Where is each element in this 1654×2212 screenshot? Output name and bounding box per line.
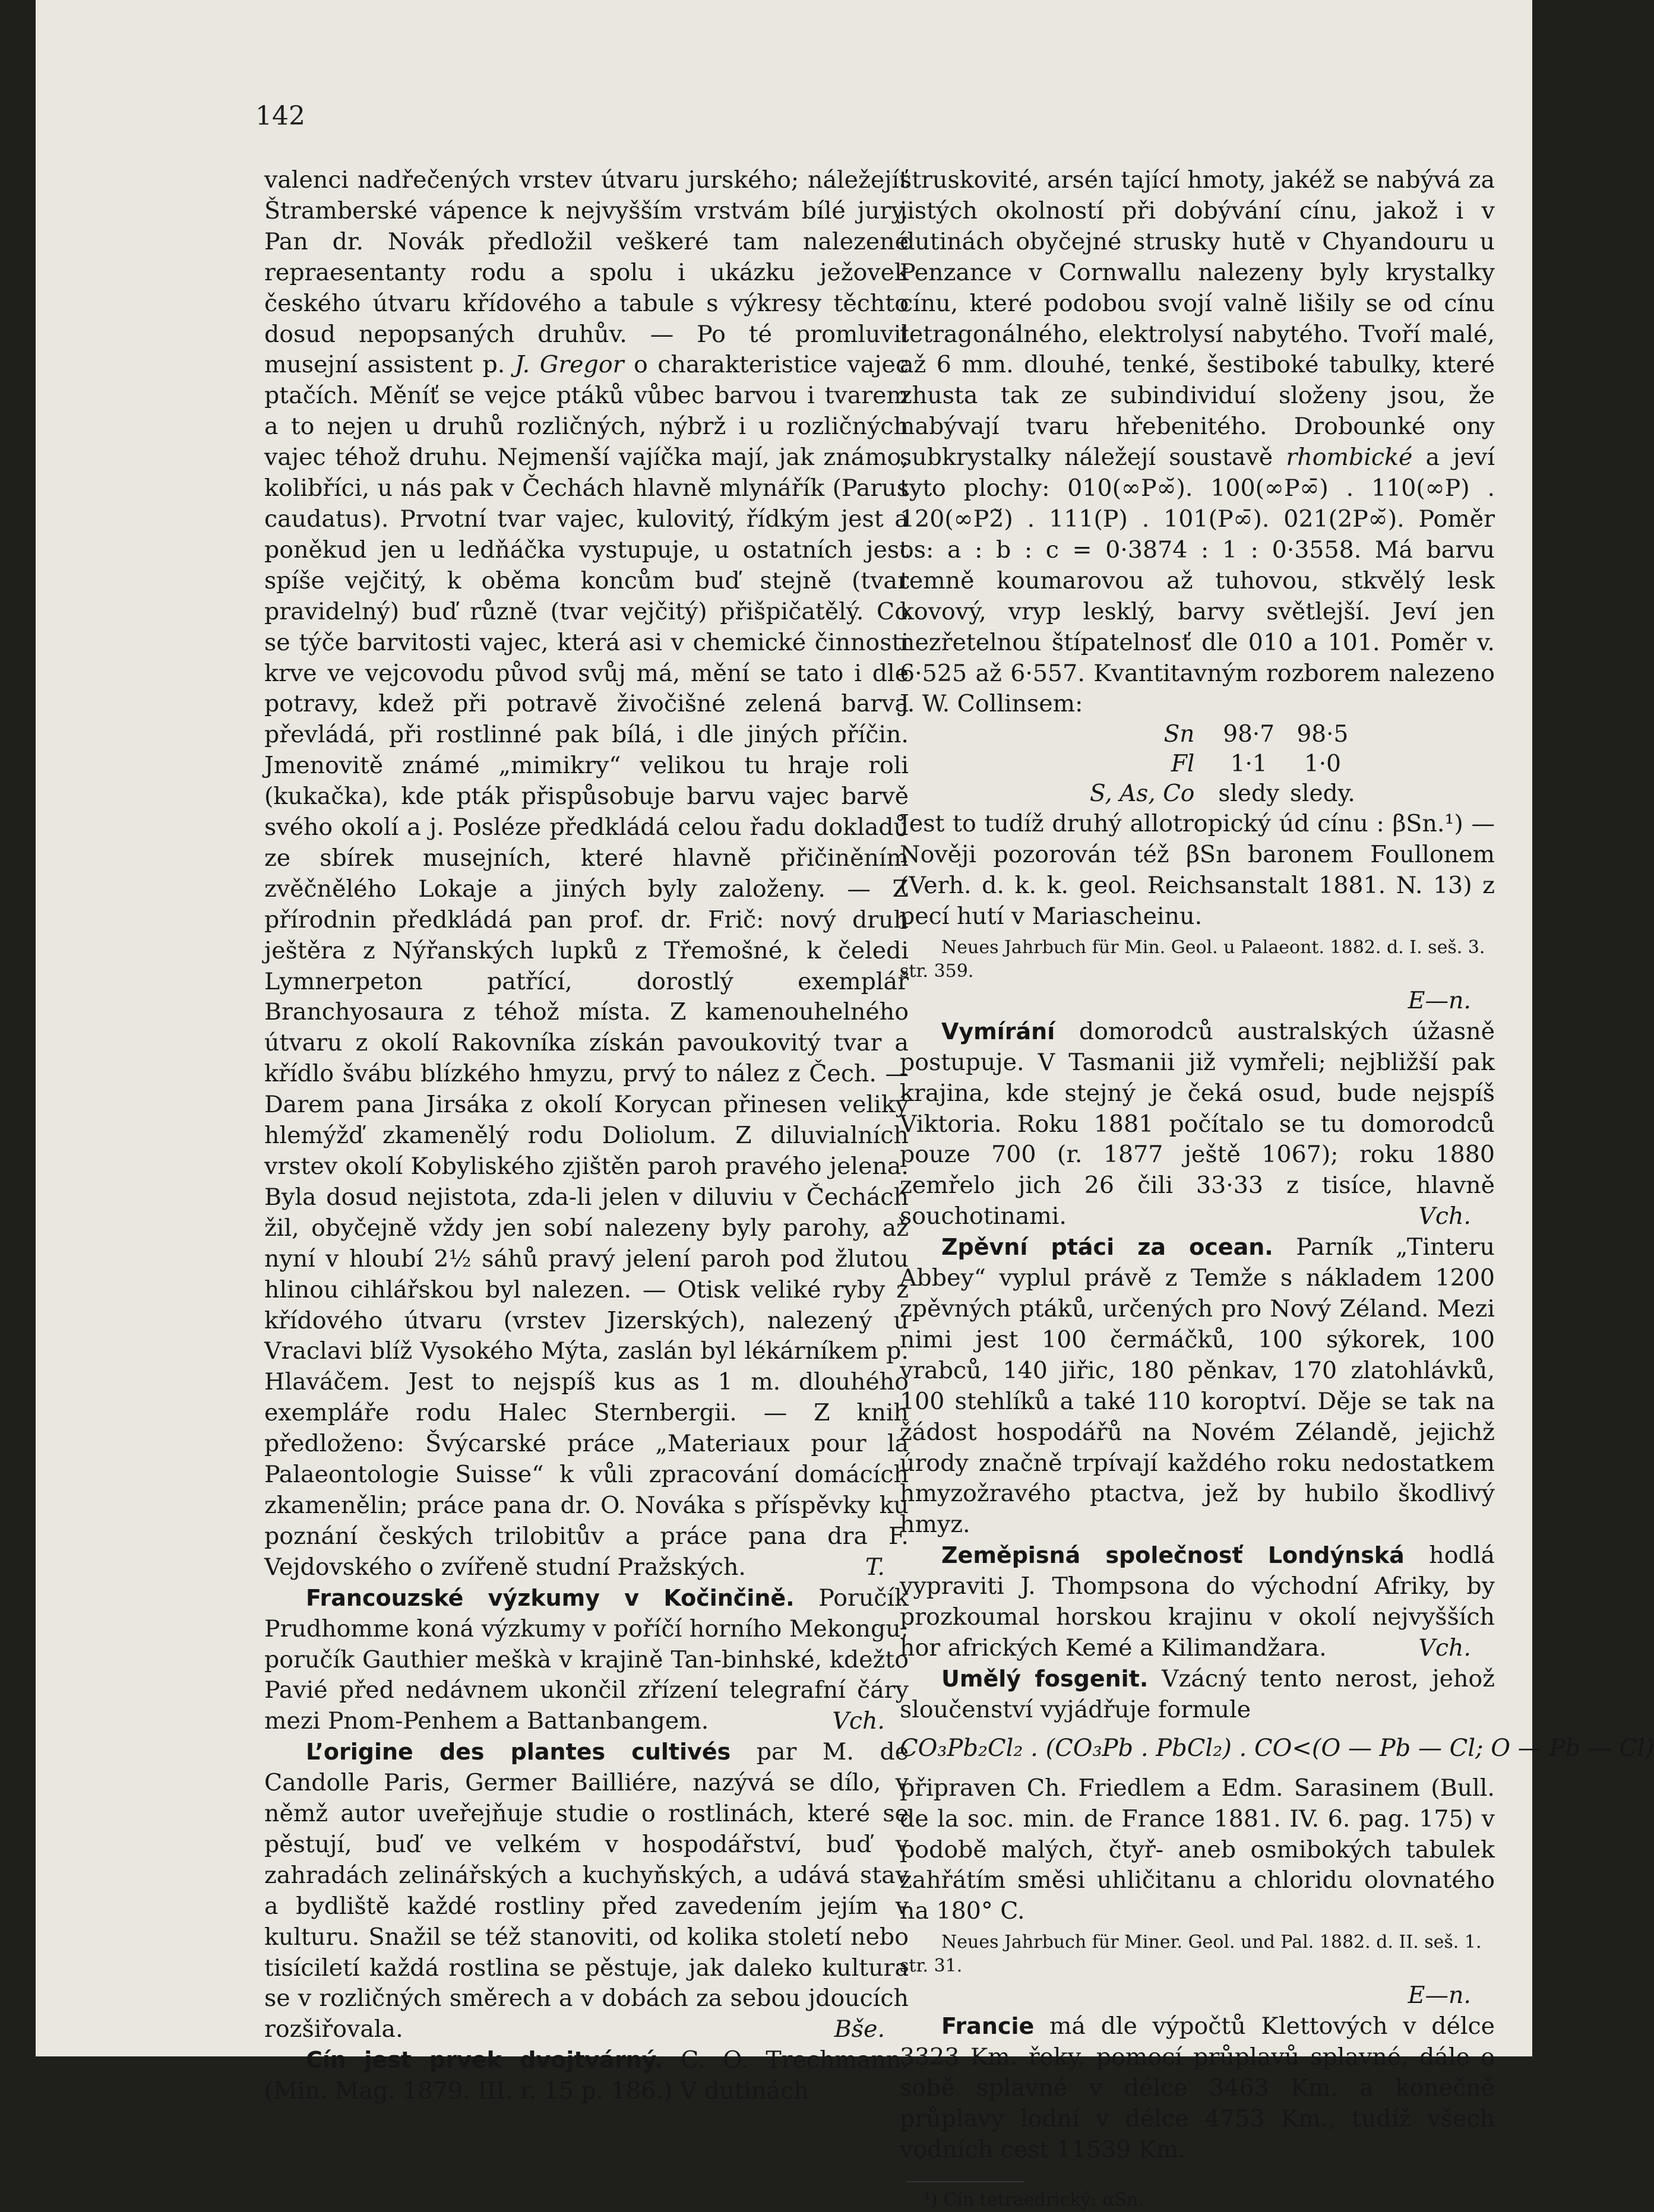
- table-row: [1090, 779, 1366, 809]
- element-cell: Sn: [1163, 721, 1195, 748]
- footnote: ¹) Cín tetraedrický: αSn.: [924, 2189, 1144, 2210]
- citation-text: Neues Jahrbuch für Miner. Geol. und Pal. 1882. d. II. seš. 1. str. 31.: [900, 1932, 1482, 1977]
- element-cell: S, As, Co: [1090, 780, 1195, 808]
- footnote-rule: [906, 2181, 1024, 2182]
- value-cell: sledy: [1218, 780, 1279, 808]
- paragraph-text: má dle výpočtů Klettových v délce 3323 Km. řeky, pomocí průplavů splavné, dále o sobě splavné v délce 3463 Km. a konečně průplavy lodní v délce 4753 Km., tudíž všech vodních cest 11539 Km.: [900, 2012, 1495, 2163]
- author-signature: Vch.: [832, 1707, 885, 1735]
- paragraph-cin: [264, 2045, 909, 2107]
- paragraph-text: Jest to tudíž druhý allotropický úd cínu : βSn.¹) — Nověji pozorován též βSn baronem Foullonem (Verh. d. k. k. geol. Reichsanstalt 1881. N. 13) z pecí hutí v Mariascheinu.: [900, 810, 1495, 931]
- value-cell: 1·0: [1304, 751, 1341, 778]
- citation-text: Neues Jahrbuch für Min. Geol. u Palaeont. 1882. d. I. seš. 3. str. 359.: [900, 936, 1485, 982]
- paragraph-fosgenit: [900, 1664, 1495, 1726]
- citation-signature: E—n.: [1408, 986, 1471, 1014]
- section-heading: Zeměpisná společnosť Londýnská: [941, 1542, 1405, 1569]
- paragraph-plantes-cultives: [264, 1737, 909, 2045]
- author-signature: Vch.: [1418, 1202, 1471, 1230]
- section-heading: Cín jest prvek dvojtvárný.: [306, 2047, 663, 2074]
- source-citation: [900, 1931, 1495, 1978]
- value-cell: 98·7: [1223, 721, 1275, 748]
- table-row: [1090, 749, 1366, 779]
- paragraph-francie: [900, 2011, 1495, 2166]
- composition-table: [1090, 720, 1366, 809]
- element-cell: Fl: [1171, 751, 1195, 778]
- paragraph-cochinchina: [264, 1583, 909, 1738]
- paragraph-text: valenci nadřečených vrstev útvaru jurského; náležejíť Štramberské vápence k nejvyšším vrstvám bílé jury. Pan dr. Novák předložil veškeré tam nalezené repraesentanty rodu a spolu i ukázku ježovek českého útvaru křídového a tabule s výkresy těchto dosud nepopsaných druhův. — Po té promluvil musejní assistent p.: [264, 166, 909, 379]
- paragraph-text: o charakteristice vajec ptačích. Měníť se vejce ptáků vůbec barvou i tvarem a to nejen u druhů rozličných, nýbrž i u rozličných vajec téhož druhu. Nejmenší vajíčka mají, jak známo, kolibříci, u nás pak v Čechách hlavně mlynářík (Parus caudatus). Prvotní tvar vajec, kulovitý, řídkým jest a poněkud jen u ledňáčka vystupuje, u ostatních jest spíše vejčitý, k oběma koncům buď stejně (tvar pravidelný) buď různě (tvar vejčitý) přišpičatělý. Co se týče barvitosti vajec, která asi v chemické činnosti krve ve vejcovodu původ svůj má, mění se tato i dle potravy, kdež při potravě živočišné zelená barva převládá, při rostlinné pak bílá, i dle jiných příčin. Jmenovitě známé „mimikry“ velikou tu hraje roli (kukačka), kde pták přispůsobuje barvu vajec barvě svého okolí a j. Posléze předkládá celou řadu dokladů ze sbírek musejních, které hlavně přičiněním zvěčnělého Lokaje a jiných byly založeny. — Z přírodnin předkládá pan prof. dr. Frič: nový druh ještěra z Nýřanských lupků z Třemošné, k čeledi Lymnerpeton patřící, dorostlý exemplář Branchyosaura z téhož místa. Z kamenouhelného útvaru z okolí Rakovníka získán pavoukovitý tvar a křídlo švábu blízkého hmyzu, prvý to nález z Čech. — Darem pana Jirsáka z okolí Korycan přinesen veliký hlemýžď zkamenělý rodu Doliolum. Z diluvialních vrstev okolí Kobyliského zjištěn paroh pravého jelena. Byla dosud nejistota, zda-li jelen v diluviu v Čechách žil, obyčejně vždy jen sobí nalezeny byly parohy, až nyní v hloubí 2½ sáhů pravý jelení paroh pod žlutou hlinou cihlářskou byl nalezen. — Otisk veliké ryby z křídového útvaru (vrstev Jizerských), nalezený u Vraclavi blíž Vysokého Mýta, zaslán byl lékárníkem p. Hlaváčem. Jest to nejspíš kus as 1 m. dlouhého exempláře rodu Halec Sternbergii. — Z knih předloženo: Švýcarské práce „Materiaux pour la Palaeontologie Suisse“ k vůli zpracování domácích zkamenělin; práce pana dr. O. Nováka s příspěvky ku poznání českých trilobitův a práce pana dra F. Vejdovského o zvířeně studní Pražských.: [264, 351, 909, 1581]
- paragraph-text: Parník „Tinteru Abbey“ vyplul právě z Temže s nákladem 1200 zpěvných ptáků, určených pro Nový Zéland. Mezi nimi jest 100 čermáčků, 100 sýkorek, 100 vrabců, 140 jiřic, 180 pěnkav, 170 zlatohlávků, 100 stehlíků a také 110 koroptví. Děje se tak na žádost hospodářů na Novém Zélandě, jejichž úrody značně trpívají každého roku nedostatkem hmyzožravého ptactva, jež by hubilo škodlivý hmyz.: [900, 1233, 1495, 1539]
- paragraph-text: par M. de Candolle Paris, Germer Bailliére, nazývá se dílo, v němž autor uveřejňuje studie o rostlinách, které se pěstují, buď ve velkém v hospodářství, buď v zahradách zelinářských a kuchyňských, a udává stav a bydliště každé rostliny před zavedením jejím v kulturu. Snažil se též stanoviti, od kolika století nebo tisíciletí každá rostlina se pěstuje, jak daleko kultura se v rozličných směrech a v dobách za sebou jdoucích rozšiřovala.: [264, 1738, 909, 2043]
- section-heading: L’origine des plantes cultivés: [306, 1739, 731, 1765]
- left-column: [264, 165, 909, 2107]
- paragraph-text: Vzácný tento nerost, jehož sloučenství vyjádřuje formule: [900, 1664, 1495, 1723]
- paragraph-cin-continued: [900, 165, 1495, 720]
- section-heading: Zpěvní ptáci za ocean.: [941, 1234, 1273, 1261]
- paragraph-allotropy: [900, 809, 1495, 932]
- value-cell: 1·1: [1230, 751, 1267, 778]
- paragraph-text: struskovité, arsén tající hmoty, jakéž se nabývá za jistých okolností při dobývání cínu, jakož i v dutinách obyčejné strusky hutě v Chyandouru u Penzance v Cornwallu nalezeny byly krystalky cínu, které podobou svojí valně lišily se od cínu tetragonálného, elektrolysí nabytého. Tvoří malé, až 6 mm. dlouhé, tenké, šestiboké tabulky, které zhusta tak ze subindividuí složeny jsou, že nabývají tvaru hřebenitého. Drobounké ony subkrystalky náležejí soustavě: [900, 166, 1495, 471]
- right-column: [900, 165, 1654, 2212]
- paragraph-museum-report: [264, 165, 909, 1583]
- paragraph-text: a jeví tyto plochy: 010(∞P∞̆). 100(∞P∞̄) . 110(∞P) . 120(∞P2̆) . 111(P) . 101(P∞̄). 021(2P∞̆). Poměr os: a : b : c = 0·3874 : 1 : 0·3558. Má barvu temně koumarovou až tuhovou, stkvělý lesk kovový, vryp lesklý, barvy světlejší. Jeví jen nezřetelnou štípatelnosť dle 010 a 101. Poměr v. 6·525 až 6·557. Kvantitavným rozborem nalezeno J. W. Collinsem:: [900, 444, 1495, 718]
- paragraph-text: domorodců australských úžasně postupuje. V Tasmanii již vymřeli; nejbližší pak krajina, kde stejný je čeká osud, bude nejspíš Viktoria. Roku 1881 počítalo se tu domorodců pouze 700 (r. 1877 ještě 1067); roku 1880 zemřelo jich 26 čili 33·33 z tisíce, hlavně souchotinami.: [900, 1017, 1495, 1230]
- person-name: J. Gregor: [514, 351, 624, 379]
- paragraph-text: C. O. Trechmann. (Min. Mag. 1879. III. r. 15 p. 186.) V dutinách: [264, 2046, 909, 2105]
- paragraph-text: Poručík Prudhomme koná výzkumy v poříčí horního Mekongu; poručík Gauthier meškà v krajině Tan-binhské, kdežto Pavié před nedávnem ukončil zřízení telegrafní čáry mezi Pnom-Penhem a Battanbangem.: [264, 1584, 909, 1735]
- value-cell: 98·5: [1296, 721, 1349, 748]
- author-signature: Vch.: [1418, 1634, 1471, 1662]
- author-signature: Bše.: [834, 2015, 885, 2043]
- author-signature: T.: [865, 1553, 885, 1581]
- paragraph-text: připraven Ch. Friedlem a Edm. Sarasinem (Bull. de la soc. min. de France 1881. IV. 6. pag. 175) v podobě malých, čtyř- aneb osmibokých tabulek zahřátím směsi uhličitanu a chloridu olovnatého na 180° C.: [900, 1774, 1495, 1925]
- section-heading: Vymírání: [941, 1018, 1055, 1045]
- italic-term: rhombické: [1286, 444, 1413, 471]
- paragraph-fosgenit-cont: [900, 1773, 1495, 1928]
- paragraph-zpevni-ptaci: [900, 1232, 1495, 1540]
- section-heading: Francouzské výzkumy v Kočinčině.: [306, 1584, 795, 1611]
- paragraph-vymirani: [900, 1017, 1495, 1232]
- page-number: 142: [255, 101, 305, 131]
- table-row: [1090, 720, 1366, 749]
- value-cell: sledy.: [1290, 780, 1355, 808]
- source-citation: [900, 936, 1495, 983]
- citation-signature: E—n.: [1408, 1982, 1471, 2010]
- section-heading: Francie: [941, 2013, 1035, 2040]
- paragraph-zemepisna: [900, 1540, 1495, 1664]
- paragraph-text: hodlá vypraviti J. Thompsona do východní Afriky, by prozkoumal horskou krajinu v okolí nejvyšších hor afrických Kemé a Kilimandžara.: [900, 1542, 1495, 1662]
- section-heading: Umělý fosgenit.: [941, 1665, 1149, 1692]
- page: [36, 0, 1654, 2210]
- chemical-formula: CO₃Pb₂Cl₂ . (CO₃Pb . PbCl₂) . CO<(O — Pb — Cl; O — Pb — Cl): [900, 1734, 1654, 1762]
